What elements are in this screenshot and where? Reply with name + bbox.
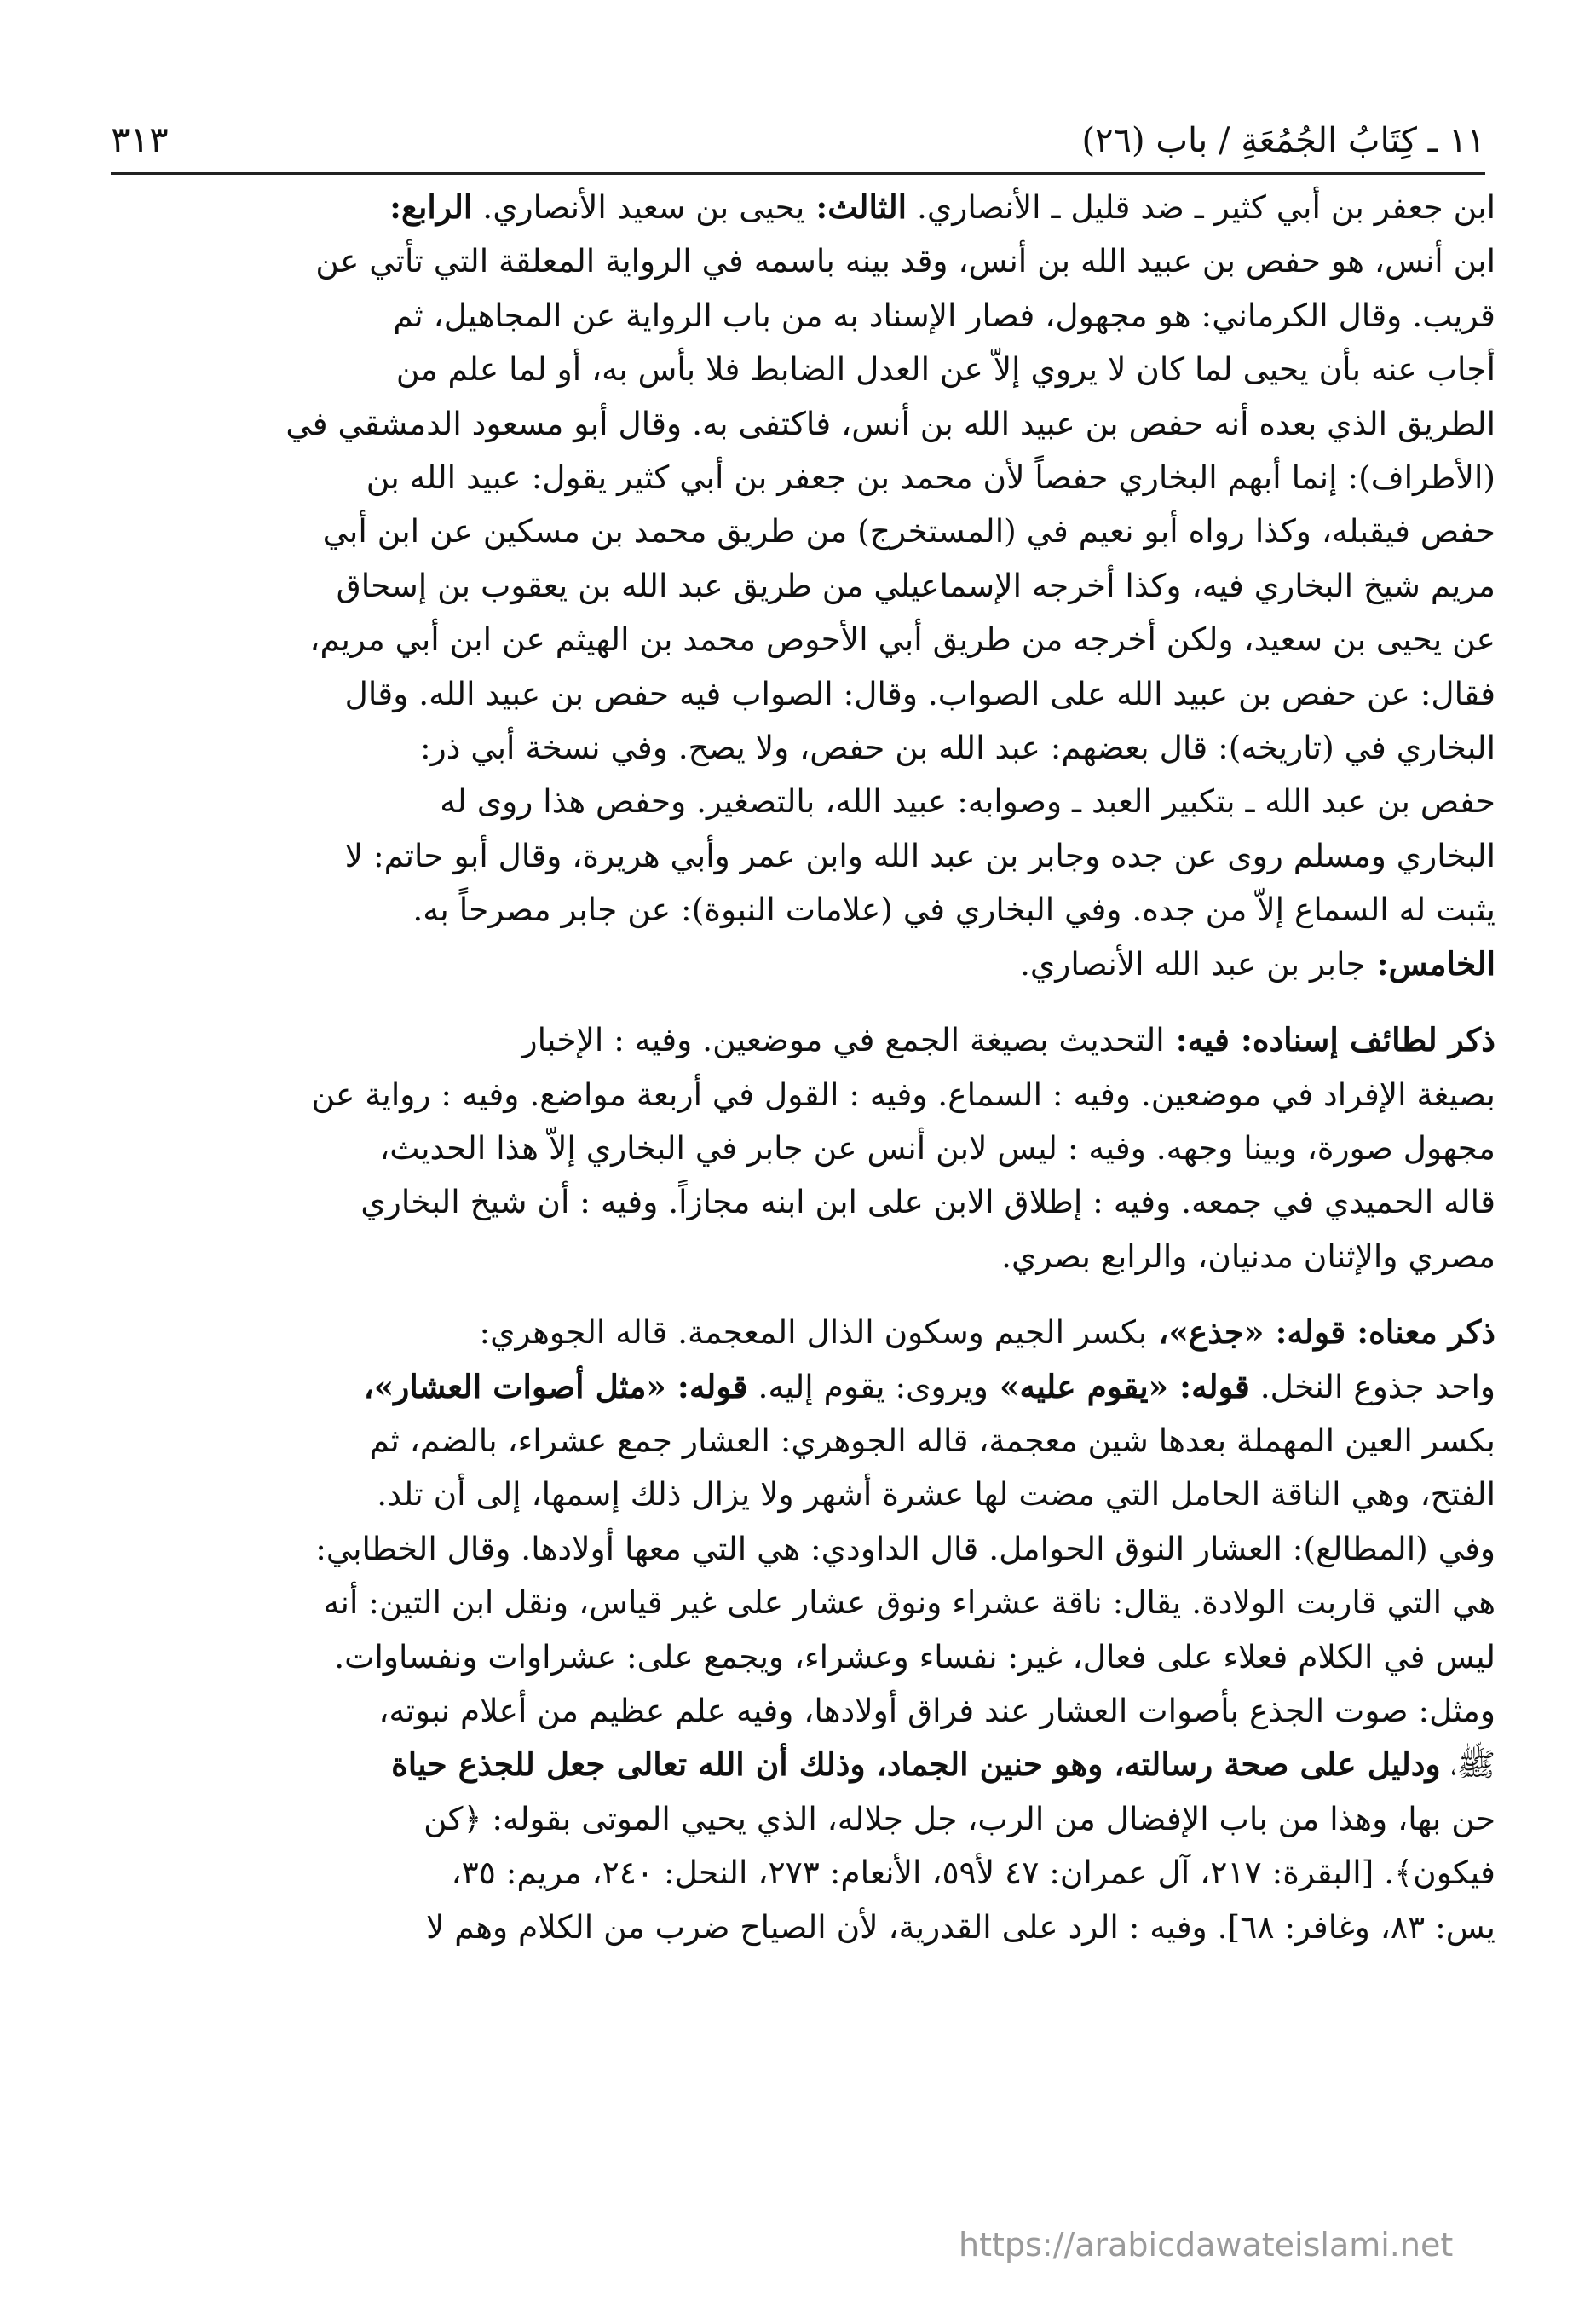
narrator-heading: الخامس: — [1365, 944, 1495, 983]
page-header — [111, 101, 1485, 175]
text-line: حفص فيقبله، وكذا رواه أبو نعيم في (المستخرج) من طريق محمد بن مسكين عن ابن أبي — [322, 512, 1495, 551]
quoted-term: قوله: «مثل أصوات العشار»، — [363, 1367, 748, 1405]
text-line: وفي (المطالع): العشار النوق الحوامل. قال الداودي: هي التي معها أولادها. وقال الخطابي: — [315, 1529, 1495, 1567]
text-segment: التحديث بصيغة الجمع في موضعين. وفيه : الإخبار — [521, 1021, 1165, 1059]
narrator-heading: الثالث: — [804, 188, 907, 226]
paragraph-gap — [101, 1283, 1495, 1306]
page-number: ٣١٣ — [111, 118, 169, 160]
text-segment: واحد جذوع النخل. — [1249, 1367, 1495, 1405]
text-line: هي التي قاربت الولادة. يقال: ناقة عشراء ونوق عشار على غير قياس، ونقل ابن التين: أنه — [323, 1583, 1495, 1622]
text-line: بصيغة الإفراد في موضعين. وفيه : السماع. وفيه : القول في أربعة مواضع. وفيه : رواية عن — [311, 1075, 1495, 1113]
honorific-glyph: ﷺ، — [1440, 1745, 1495, 1784]
text-line: مجهول صورة، وبينا وجهه. وفيه : ليس لابن أنس عن جابر في البخاري إلاّ هذا الحديث، — [379, 1128, 1495, 1167]
text-line — [101, 1738, 1495, 1791]
section-heading: ذكر معناه: قوله: «جذع»، — [1147, 1313, 1495, 1352]
text-segment: بكسر الجيم وسكون الذال المعجمة. قاله الجوهري: — [479, 1313, 1148, 1352]
watermark-url: https://arabicdawateislami.net — [959, 2226, 1454, 2264]
text-line: ليس في الكلام فعلاء على فعال، غير: نفساء وعشراء، ويجمع على: عشراوات ونفساوات. — [334, 1637, 1495, 1676]
text-segment: يحيى بن سعيد الأنصاري. — [472, 188, 805, 226]
text-line: يثبت له السماع إلاّ من جده. وفي البخاري في (علامات النبوة): عن جابر مصرحاً به. — [412, 891, 1495, 929]
text-line: (الأطراف): إنما أبهم البخاري حفصاً لأن محمد بن جعفر بن أبي كثير يقول: عبيد الله بن — [366, 459, 1495, 497]
text-line: بكسر العين المهملة بعدها شين معجمة، قاله الجوهري: العشار جمع عشراء، بالضم، ثم — [369, 1421, 1495, 1459]
text-line: فيكون﴾. [البقرة: ٢١٧، آل عمران: ٤٧ لأ٥٩، الأنعام: ٢٧٣، النحل: ٢٤٠، مريم: ٣٥، — [451, 1854, 1495, 1892]
quoted-term: قوله: «يقوم عليه» — [988, 1367, 1250, 1405]
text-line: يس: ٨٣، وغافر: ٦٨]. وفيه : الرد على القدرية، لأن الصياح ضرب من الكلام وهم لا — [425, 1907, 1495, 1946]
text-line — [101, 937, 1495, 991]
text-line: قاله الحميدي في جمعه. وفيه : إطلاق الابن على ابن ابنه مجازاً. وفيه : أن شيخ البخاري — [360, 1183, 1495, 1221]
text-segment: ويروى: يقوم إليه. — [747, 1367, 988, 1405]
text-line — [101, 181, 1495, 234]
text-line: أجاب عنه بأن يحيى لما كان لا يروي إلاّ عن العدل الضابط فلا بأس به، أو لما علم من — [395, 350, 1495, 389]
text-segment: ودليل على صحة رسالته، وهو حنين الجماد، وذلك أن الله تعالى جعل للجذع حياة — [391, 1745, 1441, 1784]
narrator-heading: الرابع: — [389, 188, 473, 226]
text-segment: جابر بن عبد الله الأنصاري. — [1020, 944, 1366, 983]
text-line: عن يحيى بن سعيد، ولكن أخرجه من طريق أبي الأحوص محمد بن الهيثم عن ابن أبي مريم، — [309, 620, 1495, 659]
paragraph-meaning — [101, 1306, 1495, 1954]
text-line: مصري والإثنان مدنيان، والرابع بصري. — [1001, 1237, 1495, 1275]
paragraph-narrators — [101, 181, 1495, 991]
text-line: ومثل: صوت الجذع بأصوات العشار عند فراق أولادها، وفيه علم عظيم من أعلام نبوته، — [378, 1691, 1495, 1729]
section-heading: ذكر لطائف إسناده: — [1229, 1021, 1495, 1059]
paragraph-gap — [101, 991, 1495, 1013]
text-line: مريم شيخ البخاري فيه، وكذا أخرجه الإسماعيلي من طريق عبد الله بن يعقوب بن إسحاق — [336, 566, 1495, 604]
text-line — [101, 1013, 1495, 1067]
text-line: ابن أنس، هو حفص بن عبيد الله بن أنس، وقد بينه باسمه في الرواية المعلقة التي تأتي عن — [315, 242, 1495, 280]
text-line: البخاري في (تاريخه): قال بعضهم: عبد الله بن حفص، ولا يصح. وفي نسخة أبي ذر: — [420, 729, 1495, 767]
text-line — [101, 1306, 1495, 1359]
text-segment: ابن جعفر بن أبي كثير ـ ضد قليل ـ الأنصاري. — [907, 188, 1495, 226]
text-line: فقال: عن حفص بن عبيد الله على الصواب. وقال: الصواب فيه حفص بن عبيد الله. وقال — [344, 674, 1495, 712]
text-line: البخاري ومسلم روى عن جده وجابر بن عبد الله وابن عمر وأبي هريرة، وقال أبو حاتم: لا — [344, 836, 1495, 874]
text-line: قريب. وقال الكرماني: هو مجهول، فصار الإسناد به من باب الرواية عن المجاهيل، ثم — [393, 296, 1495, 334]
text-line: الفتح، وهي الناقة الحامل التي مضت لها عشرة أشهر ولا يزال ذلك إسمها، إلى أن تلد. — [377, 1475, 1495, 1514]
text-line — [101, 1360, 1495, 1414]
running-title: ١١ ـ كِتَابُ الجُمُعَةِ / باب (٢٦) — [1081, 121, 1485, 160]
text-line: حفص بن عبد الله ـ بتكبير العبد ـ وصوابه: عبيد الله، بالتصغير. وحفص هذا روى له — [440, 782, 1495, 821]
paragraph-isnad-subtleties — [101, 1013, 1495, 1283]
text-line: حن بها، وهذا من باب الإفضال من الرب، جل جلاله، الذي يحيي الموتى بقوله: ﴿كن — [423, 1799, 1495, 1837]
text-segment: فيه: — [1164, 1021, 1230, 1059]
main-text — [101, 181, 1495, 1954]
text-line: الطريق الذي بعده أنه حفص بن عبيد الله بن أنس، فاكتفى به. وقال أبو مسعود الدمشقي في — [285, 404, 1495, 442]
